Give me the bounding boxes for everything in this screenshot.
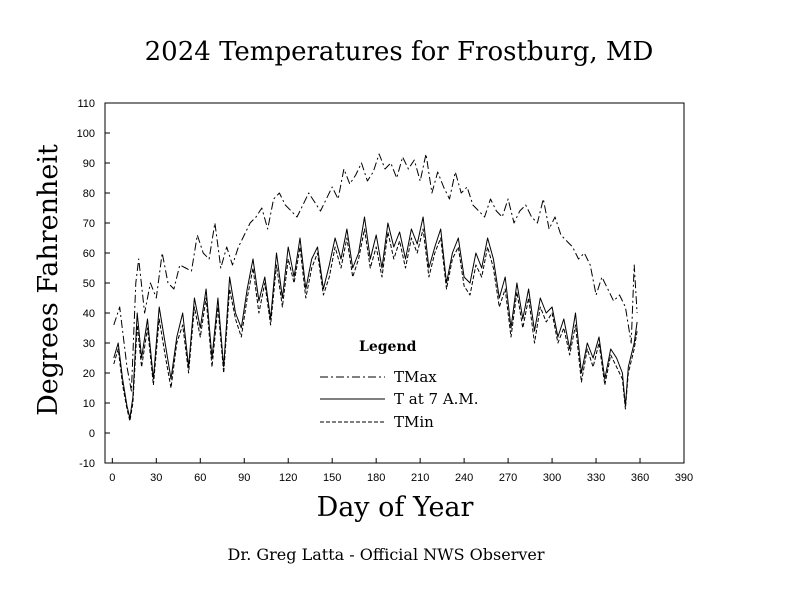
- y-tick-label: 70: [82, 218, 95, 230]
- chart-title: 2024 Temperatures for Frostburg, MD: [144, 37, 654, 67]
- x-tick-label: 300: [542, 472, 562, 484]
- y-tick-label: 60: [82, 248, 95, 260]
- x-axis-ticks: [109, 458, 693, 484]
- y-axis-label: Degrees Fahrenheit: [33, 144, 64, 416]
- x-tick-label: 210: [410, 472, 430, 484]
- x-tick-label: 150: [323, 472, 342, 484]
- legend-label-tmin: TMin: [394, 413, 434, 431]
- x-tick-label: 390: [674, 472, 694, 484]
- x-tick-label: 330: [586, 472, 606, 484]
- x-tick-label: 120: [279, 472, 298, 484]
- plot-frame: [105, 103, 684, 463]
- y-tick-label: 10: [82, 398, 95, 410]
- y-tick-label: 100: [76, 128, 95, 140]
- series-line-1: [114, 217, 637, 418]
- y-tick-label: 40: [82, 308, 95, 320]
- y-tick-label: 110: [77, 98, 95, 110]
- y-tick-label: 90: [82, 158, 95, 170]
- x-tick-label: 0: [109, 472, 116, 484]
- y-tick-label: -10: [79, 458, 95, 470]
- legend-label-t7am: T at 7 A.M.: [394, 390, 479, 408]
- footer-credit: Dr. Greg Latta - Official NWS Observer: [227, 545, 545, 564]
- y-tick-label: 50: [82, 278, 95, 290]
- x-tick-label: 30: [150, 472, 163, 484]
- legend-label-tmax: TMax: [394, 368, 437, 386]
- y-tick-label: 30: [82, 338, 95, 350]
- x-tick-label: 360: [630, 472, 650, 484]
- x-tick-label: 240: [454, 472, 474, 484]
- y-tick-label: 80: [82, 188, 95, 200]
- series-layer: [114, 154, 637, 421]
- series-line-0: [114, 154, 637, 391]
- y-tick-label: 0: [88, 428, 95, 440]
- legend-title: Legend: [359, 339, 417, 355]
- x-axis-label: Day of Year: [316, 492, 474, 523]
- y-tick-label: 20: [82, 368, 95, 380]
- x-tick-label: 60: [194, 472, 207, 484]
- legend: [320, 339, 479, 431]
- x-tick-label: 180: [366, 472, 386, 484]
- x-tick-label: 270: [498, 472, 518, 484]
- x-tick-label: 90: [238, 472, 251, 484]
